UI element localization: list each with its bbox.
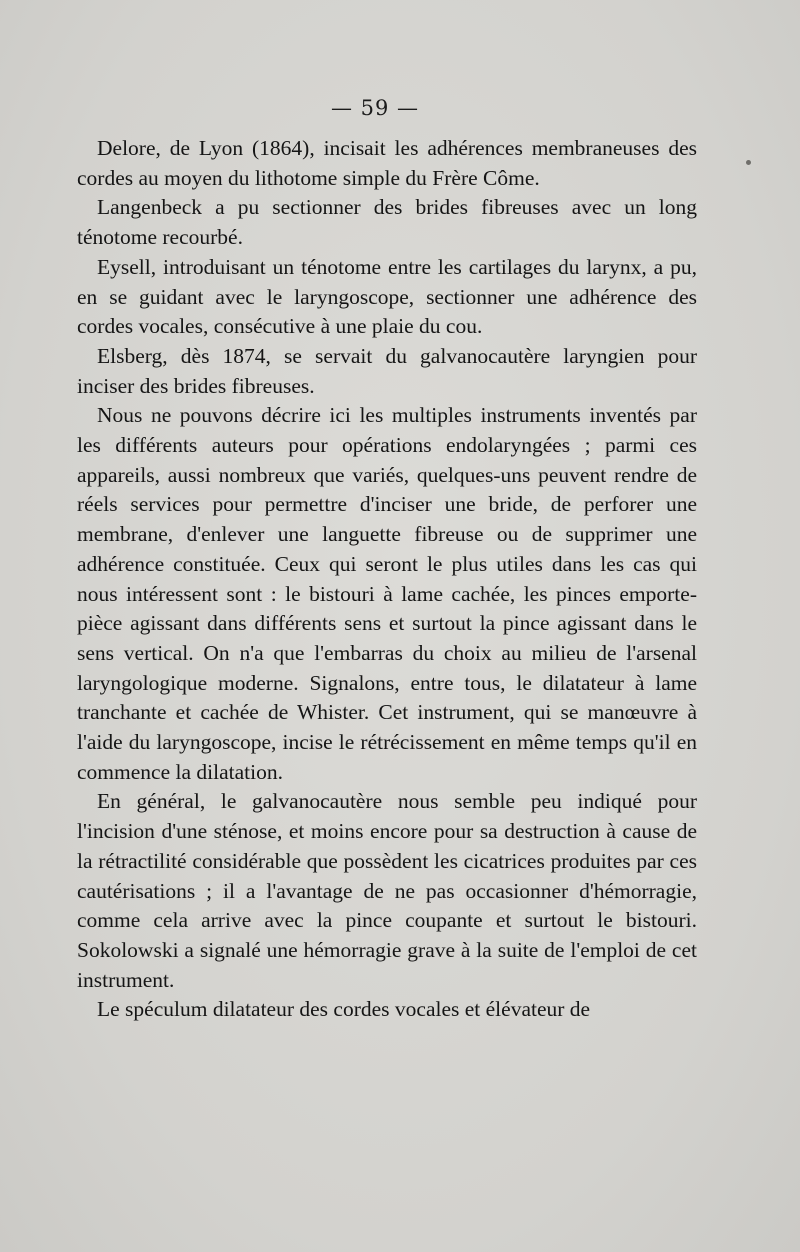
paragraph-galvanocautere: En général, le galvanocautère nous semble peu indiqué pour l'incision d'une sténose, et moins encore pour sa destruction à cause de la rétractilité considérable que possèdent les cicatrices produites par ces cautérisations ; il a l'avantage de ne pas occasionner d'hémorragie, comme cela arrive avec la pince coupante et surtout le bistouri. Sokolowski a signalé une hémorragie grave à la suite de l'emploi de cet instrument. [77,789,697,992]
paragraph-eysell: Eysell, introduisant un ténotome entre les cartilages du larynx, a pu, en se guidant avec le laryngoscope, sectionner une adhérence des cordes vocales, consécutive à une plaie du cou. [77,254,697,339]
paragraph-elsberg: Elsberg, dès 1874, se servait du galvanocautère laryngien pour inciser des brides fibreuses. [77,343,697,398]
paragraph-delore: Delore, de Lyon (1864), incisait les adhérences membraneuses des cordes au moyen du lithotome simple du Frère Côme. [77,136,697,190]
body-text [77,134,697,1025]
paragraph-instruments: Nous ne pouvons décrire ici les multiples instruments inventés par les différents auteurs pour opérations endolaryngées ; parmi ces appareils, aussi nombreux que variés, quelques-uns peuvent rendre de réels services pour permettre d'inciser une bride, de perforer une membrane, d'enlever une languette fibreuse ou de supprimer une adhérence constituée. Ceux qui seront le plus utiles dans les cas qui nous intéressent sont : le bistouri à lame cachée, les pinces emporte-pièce agissant dans différents sens et surtout la pince agissant dans le sens vertical. On n'a que l'embarras du choix au milieu de l'arsenal laryngologique moderne. Signalons, entre tous, le dilatateur à lame tranchante et cachée de Whister. Cet instrument, qui se manœuvre à l'aide du laryngoscope, incise le rétrécissement en même temps qu'il en commence la dilatation. [77,403,697,784]
page-number: — 59 — [330,96,420,120]
paragraph-speculum: Le spéculum dilatateur des cordes vocales et élévateur de [97,997,591,1022]
paper-speck [746,160,751,165]
paragraph-langenbeck: Langenbeck a pu sectionner des brides fibreuses avec un long ténotome recourbé. [77,195,697,250]
